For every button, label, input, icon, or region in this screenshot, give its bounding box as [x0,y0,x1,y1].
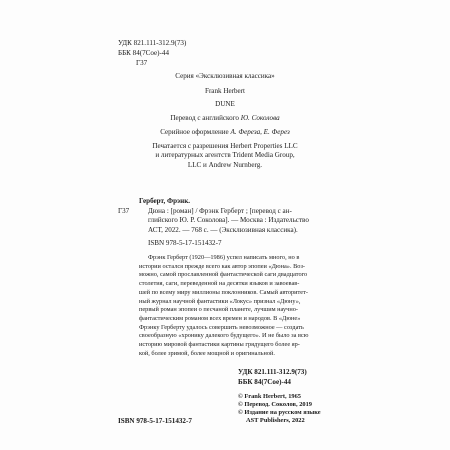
copyright-line: AST Publishers, 2022 [246,417,305,424]
permission-line: Печатается с разрешения Herbert Properties LLC [152,142,298,150]
annotation-line: своеобразную «хронику далекого будущего». И не было за всю [139,332,309,340]
bottom-bbk-code: ББК 84(7Сое)-44 [238,378,291,386]
annotation-line: кой, более зримой, более мощной и оригинальной. [139,349,275,357]
bbk-code: ББК 84(7Сое)-44 [118,49,169,57]
translator-name: Ю. Соколова [240,114,280,122]
copyright-line: © Издание на русском языке [238,409,321,416]
annotation-line: фантастическим романом всех времен и народов. В «Дюне» [139,314,301,322]
design-prefix: Серийное оформление [160,128,231,136]
annotation-line: можно, самой прославленной фантастической саги двадцатого [139,271,308,279]
copyright-line: © Frank Herbert, 1965 [238,393,301,400]
catalog-isbn: ISBN 978-5-17-151432-7 [148,239,222,247]
annotation-line: ный журнал научной фантастики «Локус» признал «Дюну», [139,297,301,305]
copyright-block [238,393,321,425]
bottom-udk-code: УДК 821.111-312.9(73) [238,368,307,376]
translation-prefix: Перевод с английского [170,114,241,122]
catalog-desc-line: АСТ, 2022. — 768 с. — (Эксклюзивная классика). [148,225,298,234]
translation-line [118,114,332,123]
udk-code: УДК 821.111-312.9(73) [118,39,187,47]
series-line: Серия «Эксклюзивная классика» [175,72,275,80]
copyright-line: © Перевод. Соколов, 2019 [238,401,312,408]
annotation-line: Фрэнку Герберту удалось совершить невозможное — создать [139,323,304,331]
permission-block [118,142,332,170]
annotation-line: Фрэнк Герберт (1920—1986) успел написать много, но в [148,254,300,261]
author-original: Frank Herbert [205,87,245,95]
annotation [139,254,308,358]
title-original: DUNE [215,100,235,108]
bottom-isbn: ISBN 978-5-17-151432-7 [118,417,192,425]
author-mark: Г37 [136,59,148,67]
design-line [118,128,332,137]
catalog-description [148,207,309,235]
annotation-line: историю мировой фантастики картины грядущего более яр- [139,341,300,349]
catalog-desc-line: Дюна : [роман] / Фрэнк Герберт ; [перевод с ан- [148,207,292,215]
catalog-author-mark: Г37 [118,207,130,215]
annotation-line: шей по всему миру миллионы поклонников. Самый авторитет- [139,288,308,296]
catalog-author-heading: Герберт, Фрэнк. [139,197,191,205]
permission-line: LLC и Andrew Nurnberg. [187,160,263,169]
designer-names: А. Фереза, Е. Ферез [230,128,290,136]
annotation-line: истории остался прежде всего как автор эпопеи «Дюна». Воз- [139,262,306,270]
permission-line: и литературных агентств Trident Media Group, [155,151,295,160]
annotation-line: столетия, саги, переведенной на десятки языков и завоевав- [139,280,300,288]
catalog-desc-line: глийского Ю. Р. Соколова]. — Москва : Издательство [148,216,309,225]
annotation-line: первый роман эпопеи о песчаной планете, лучшим научно- [139,306,298,314]
